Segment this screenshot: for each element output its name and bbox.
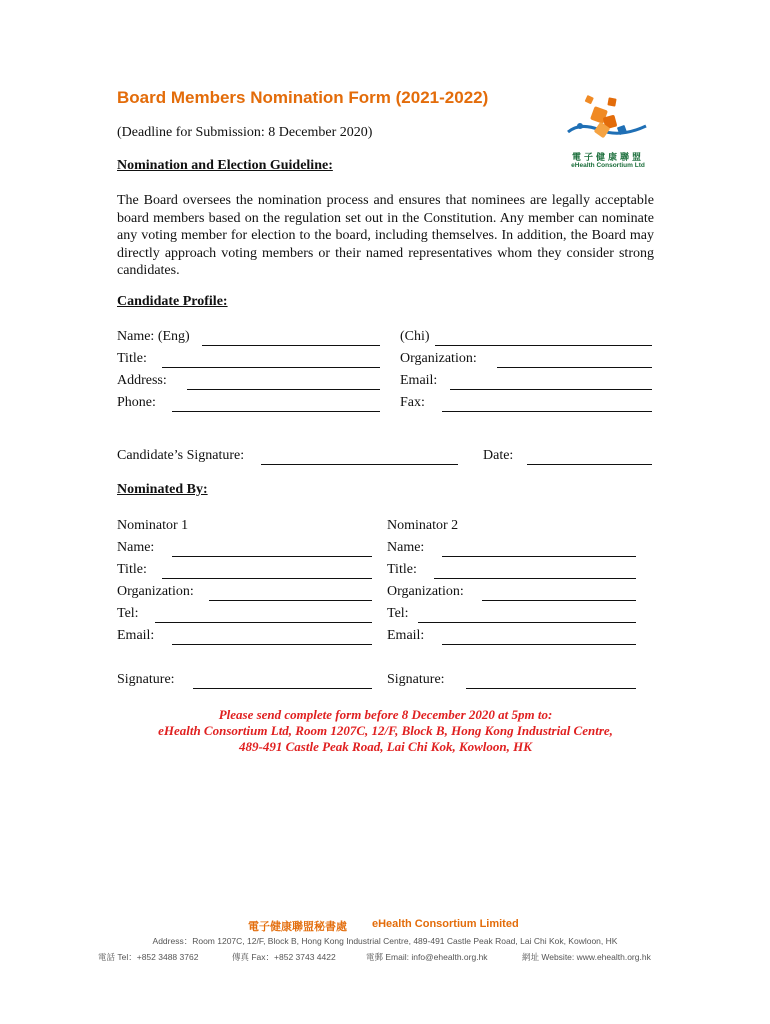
nominator2-title-label: Title: xyxy=(387,562,417,577)
candidate-title-label: Title: xyxy=(117,351,147,366)
name-chi-field[interactable] xyxy=(435,345,652,346)
candidate-profile-heading: Candidate Profile: xyxy=(117,294,228,309)
nominated-by-heading: Nominated By: xyxy=(117,482,208,497)
nominator2-email-field[interactable] xyxy=(442,644,636,645)
candidate-title-field[interactable] xyxy=(162,367,380,368)
candidate-signature-label: Candidate’s Signature: xyxy=(117,448,245,463)
name-eng-label: Name: (Eng) xyxy=(117,329,190,344)
nominator2-name-field[interactable] xyxy=(442,556,636,557)
logo-english-name: eHealth Consortium Ltd xyxy=(571,162,645,169)
nominator2-tel-label: Tel: xyxy=(387,606,409,621)
nominator1-tel-label: Tel: xyxy=(117,606,139,621)
nominator2-organization-label: Organization: xyxy=(387,584,464,599)
nominator2-tel-field[interactable] xyxy=(418,622,636,623)
footer-org-chinese: 電子健康聯盟秘書處 xyxy=(248,921,347,933)
date-label: Date: xyxy=(483,448,514,463)
candidate-signature-field[interactable] xyxy=(261,464,458,465)
footer-org-english: eHealth Consortium Limited xyxy=(372,918,519,930)
footer-email: 電郵 Email: info@ehealth.org.hk xyxy=(366,952,488,962)
candidate-organization-field[interactable] xyxy=(497,367,652,368)
submission-address-line2: 489-491 Castle Peak Road, Lai Chi Kok, Kowloon, HK xyxy=(239,739,532,754)
guideline-text: The Board oversees the nomination process and ensures that nominees are legally acceptable board members based on the regulation set out in the Constitution. Any member can nominate any voting member for election to the board, including themselves. In addition, the Board may directly approach voting members or their named representatives whom they consider strong candidates. xyxy=(117,193,654,278)
nominator2-label: Nominator 2 xyxy=(387,518,459,533)
nominator1-email-field[interactable] xyxy=(172,644,372,645)
fax-label: Fax: xyxy=(400,395,425,410)
nominator1-organization-field[interactable] xyxy=(209,600,372,601)
nominator2-email-label: Email: xyxy=(387,628,425,643)
nominator2-organization-field[interactable] xyxy=(482,600,636,601)
name-chi-label: (Chi) xyxy=(400,329,430,344)
fax-field[interactable] xyxy=(442,411,652,412)
nominator1-signature-label: Signature: xyxy=(117,672,175,687)
date-field[interactable] xyxy=(527,464,652,465)
nominator1-tel-field[interactable] xyxy=(155,622,372,623)
nominator1-signature-field[interactable] xyxy=(193,688,372,689)
nominator1-organization-label: Organization: xyxy=(117,584,194,599)
candidate-email-field[interactable] xyxy=(450,389,652,390)
nominator1-title-label: Title: xyxy=(117,562,147,577)
phone-field[interactable] xyxy=(172,411,380,412)
logo-chinese-name: 電子健康聯盟 xyxy=(571,153,644,163)
nominator2-signature-label: Signature: xyxy=(387,672,445,687)
footer-tel: 電話 Tel：+852 3488 3762 xyxy=(98,952,199,962)
nominator1-title-field[interactable] xyxy=(162,578,372,579)
candidate-email-label: Email: xyxy=(400,373,438,388)
footer-address: Address：Room 1207C, 12/F, Block B, Hong Kong Industrial Centre, 489-491 Castle Peak Road, Lai Chi Kok, Kowloon, HK xyxy=(152,936,618,946)
submission-instruction: Please send complete form before 8 December 2020 at 5pm to: xyxy=(218,707,553,722)
nominator1-name-field[interactable] xyxy=(172,556,372,557)
guideline-heading: Nomination and Election Guideline: xyxy=(117,158,333,173)
address-label: Address: xyxy=(117,373,167,388)
nominator1-email-label: Email: xyxy=(117,628,155,643)
nominator1-label: Nominator 1 xyxy=(117,518,189,533)
phone-label: Phone: xyxy=(117,395,156,410)
submission-address-line1: eHealth Consortium Ltd, Room 1207C, 12/F, Block B, Hong Kong Industrial Centre, xyxy=(158,723,613,738)
name-eng-field[interactable] xyxy=(202,345,380,346)
nominator1-name-label: Name: xyxy=(117,540,155,555)
nominator2-signature-field[interactable] xyxy=(466,688,636,689)
footer-website: 網址 Website: www.ehealth.org.hk xyxy=(522,952,651,962)
form-title: Board Members Nomination Form (2021-2022) xyxy=(117,88,489,107)
deadline-text: (Deadline for Submission: 8 December 2020) xyxy=(117,125,373,140)
candidate-organization-label: Organization: xyxy=(400,351,477,366)
footer-fax: 傳真 Fax：+852 3743 4422 xyxy=(232,952,336,962)
address-field[interactable] xyxy=(187,389,380,390)
nominator2-title-field[interactable] xyxy=(434,578,636,579)
nominator2-name-label: Name: xyxy=(387,540,425,555)
